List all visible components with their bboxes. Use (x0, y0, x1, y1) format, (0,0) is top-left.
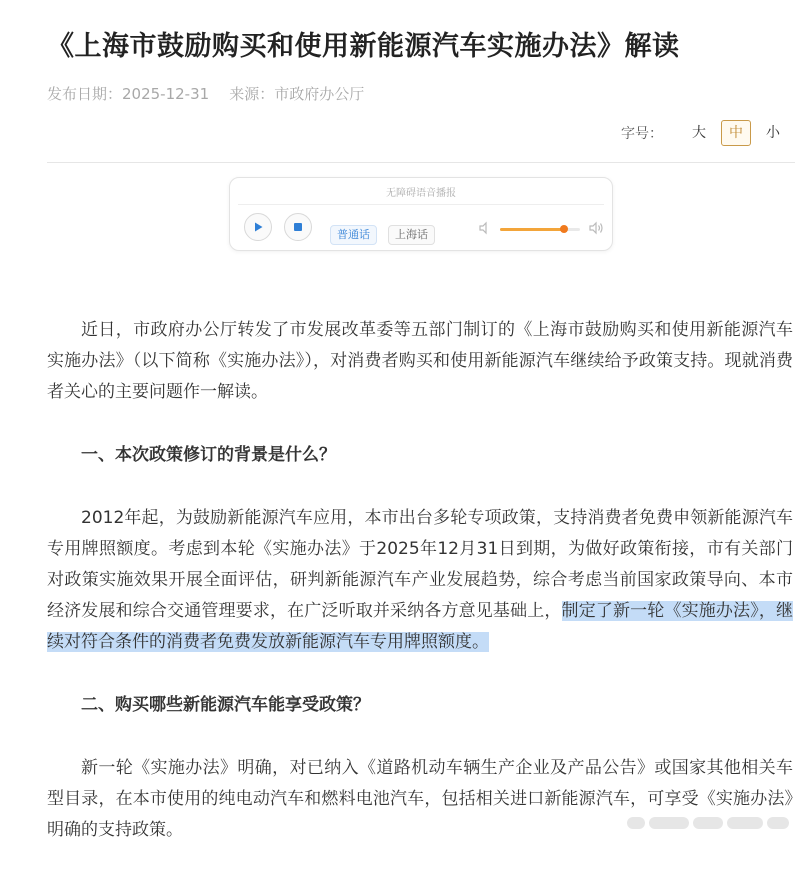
volume-fill (500, 228, 564, 231)
volume-low-icon[interactable] (478, 221, 492, 235)
publish-date: 发布日期：2025-12-31 (47, 85, 210, 103)
paragraph-background-text: 2012年起，为鼓励新能源汽车应用，本市出台多轮专项政策，支持消费者免费申领新能源汽车专用牌照额度。考虑到本轮《实施办法》于2025年12月31日到期，为做好政策衔接，市有关部门对政策实施效果开展全面评估，研判新能源汽车产业发展趋势，综合考虑当前国家政策导向、本市经济发展和综合交通管理要求，在广泛听取并采纳各方意见基础上， (47, 508, 793, 621)
page-title: 《上海市鼓励购买和使用新能源汽车实施办法》解读 (47, 31, 680, 62)
volume-knob[interactable] (560, 225, 568, 233)
paragraph-background (47, 503, 793, 658)
font-size-label: 字号： (621, 126, 663, 142)
article-source: 来源：市政府办公厅 (229, 85, 365, 103)
font-size-small[interactable]: 小 (766, 125, 780, 141)
lang-shanghai-button[interactable]: 上海话 (388, 225, 435, 245)
player-controls (238, 204, 604, 243)
volume-slider[interactable] (500, 228, 580, 231)
font-size-switcher (621, 120, 787, 146)
watermark (627, 812, 797, 834)
stop-button[interactable] (284, 213, 312, 241)
player-title: 无障碍语音播报 (386, 188, 456, 199)
stop-icon (293, 222, 303, 232)
font-size-large[interactable]: 大 (692, 125, 706, 141)
play-button[interactable] (244, 213, 272, 241)
article-meta (47, 83, 364, 104)
audio-player (229, 177, 613, 251)
paragraph-eligible-vehicles: 新一轮《实施办法》明确，对已纳入《道路机动车辆生产企业及产品公告》或国家其他相关车型目录，在本市使用的纯电动汽车和燃料电池汽车，包括相关进口新能源汽车，可享受《实施办法》明确的支持政策。 (47, 758, 793, 840)
paragraph-intro: 近日，市政府办公厅转发了市发展改革委等五部门制订的《上海市鼓励购买和使用新能源汽车实施办法》（以下简称《实施办法》），对消费者购买和使用新能源汽车继续给予政策支持。现就消费者关心的主要问题作一解读。 (47, 320, 793, 402)
selected-text: 制定了新一轮《实施办法》，继续对符合条件的消费者免费发放新能源汽车专用牌照额度。 (47, 601, 794, 652)
section-heading-1: 一、本次政策修订的背景是什么？ (81, 445, 336, 465)
lang-putonghua-button[interactable]: 普通话 (330, 225, 377, 245)
article-body (47, 315, 793, 878)
header-divider (47, 162, 795, 163)
play-icon (252, 221, 264, 233)
volume-high-icon[interactable] (588, 221, 604, 235)
font-size-medium[interactable]: 中 (721, 120, 751, 146)
section-heading-2: 二、购买哪些新能源汽车能享受政策？ (81, 695, 370, 715)
